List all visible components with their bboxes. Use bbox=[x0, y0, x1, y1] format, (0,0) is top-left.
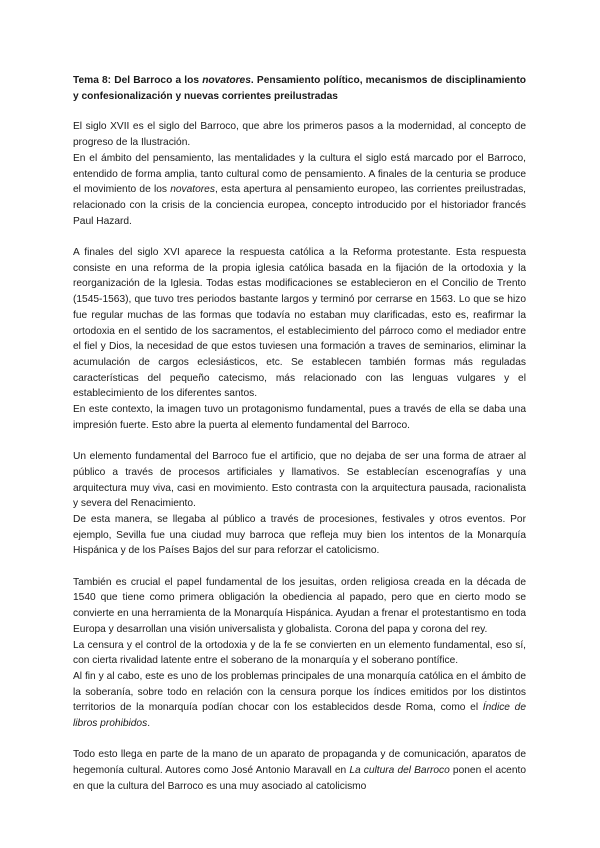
paragraph-8: La censura y el control de la ortodoxia y de la fe se convierten en un elemento fundamental, eso sí, con cierta rivalidad latente entre el soberano de la monarquía y el soberano pontífice. bbox=[73, 639, 526, 667]
paragraph-4: En este contexto, la imagen tuvo un protagonismo fundamental, pues a través de ella se daba una impresión fuerte. Esto abre la puerta al elemento fundamental del Barroco. bbox=[73, 404, 526, 431]
paragraph-10-italic: La cultura del Barroco bbox=[349, 765, 450, 777]
paragraph-3: A finales del siglo XVI aparece la respuesta católica a la Reforma protestante. Esta respuesta consiste en una reforma de la propia iglesia católica basada en la fijación de la ortodoxia y la reorganización de la Iglesia. Todas estas modificaciones se establecieron en el Concilio de Trento (1545-1563), que tuvo tres periodos bastante largos y terminó por cerrarse en 1563. Lo que se hizo fue regular muchas de las formas que todavía no estaban muy clarificadas, esto es, reafirmar la ortodoxia en el sentido de los sacramentos, el establecimiento del párroco como el mediador entre el fiel y Dios, la necesidad de que estos tuviesen una formación a traves de seminarios, eliminar la acumulación de cargos eclesiásticos, etc. Se establecen también formas más reguladas características del pequeño catecismo, más relacionado con las lenguas vulgares y el establecimiento de los diferentes santos. bbox=[73, 247, 526, 400]
paragraph-9-text-a: Al fin y al cabo, este es uno de los problemas principales de una monarquía católica en el ámbito de la soberanía, sobre todo en relación con la censura porque los índices emitidos por los distintos territorios de la monarquía podían chocar con los establecidos desde Roma, como el bbox=[73, 670, 526, 714]
paragraph-2-text-a: En el ámbito del pensamiento, las mentalidades y la cultura el siglo está marcado por el Barroco, entendido de forma amplia, tanto cultural como de pensamiento. A finales de la centuria se produce el movimiento de los bbox=[73, 152, 526, 196]
paragraph-10 bbox=[73, 747, 526, 794]
title-part-1: Tema 8: Del Barroco a los bbox=[73, 75, 203, 86]
paragraph-2-text-b: , esta apertura al pensamiento europeo, las corrientes preilustradas, relacionado con la crisis de la conciencia europea, concepto introducido por el historiador francés Paul Hazard. bbox=[73, 184, 526, 227]
paragraph-gap bbox=[73, 732, 526, 748]
paragraph-10-text-b: ponen el acento en que la cultura del Barroco es una muy asociado al catolicismo bbox=[73, 765, 526, 792]
paragraph-gap bbox=[73, 229, 526, 245]
paragraph-1: El siglo XVII es el siglo del Barroco, que abre los primeros pasos a la modernidad, al concepto de progreso de la Ilustración. bbox=[73, 121, 526, 149]
paragraph-2-italic: novatores bbox=[170, 184, 215, 196]
paragraph-7: También es crucial el papel fundamental de los jesuitas, orden religiosa creada en la década de 1540 que tiene como primera obligación la obediencia al papado, pero que en cierto modo se convierte en una herramienta de la Monarquía Hispánica. Ayudan a frenar el protestantismo en toda Europa y desarrollan una visión universalista y globalista. Corona del papa y corona del rey. bbox=[73, 576, 526, 635]
document-title bbox=[73, 73, 526, 104]
paragraph-9-italic: Índice de libros prohibidos bbox=[73, 702, 526, 730]
paragraph-gap bbox=[73, 559, 526, 575]
document-body bbox=[73, 73, 526, 795]
paragraph-6: De esta manera, se llegaba al público a través de procesiones, festivales y otros eventos. Por ejemplo, Sevilla fue una ciudad muy barroca que refleja muy bien los intentos de la Monarquía Hispánica y de los Países Bajos del sur para reforzar el catolicismo. bbox=[73, 513, 526, 557]
paragraph-9 bbox=[73, 669, 526, 732]
paragraph-gap bbox=[73, 433, 526, 449]
paragraph-10-text-a: Todo esto llega en parte de la mano de un aparato de propaganda y de comunicación, aparatos de hegemonía cultural. Autores como José Antonio Maravall en bbox=[73, 749, 526, 777]
paragraph-2 bbox=[73, 151, 526, 230]
title-italic: novatores bbox=[202, 75, 251, 86]
title-part-2: . Pensamiento político, mecanismos de disciplinamiento y confesionalización y nuevas corrientes preilustradas bbox=[73, 75, 526, 102]
paragraph-5: Un elemento fundamental del Barroco fue el artificio, que no dejaba de ser una forma de atraer al público a través de procesos artificiales y llamativos. Se establecían escenografías y una arquitectura muy viva, casi en movimiento. Esto contrasta con la arquitectura pausada, racionalista y severa del Renacimiento. bbox=[73, 451, 526, 510]
paragraph-9-text-b: . bbox=[147, 718, 151, 730]
